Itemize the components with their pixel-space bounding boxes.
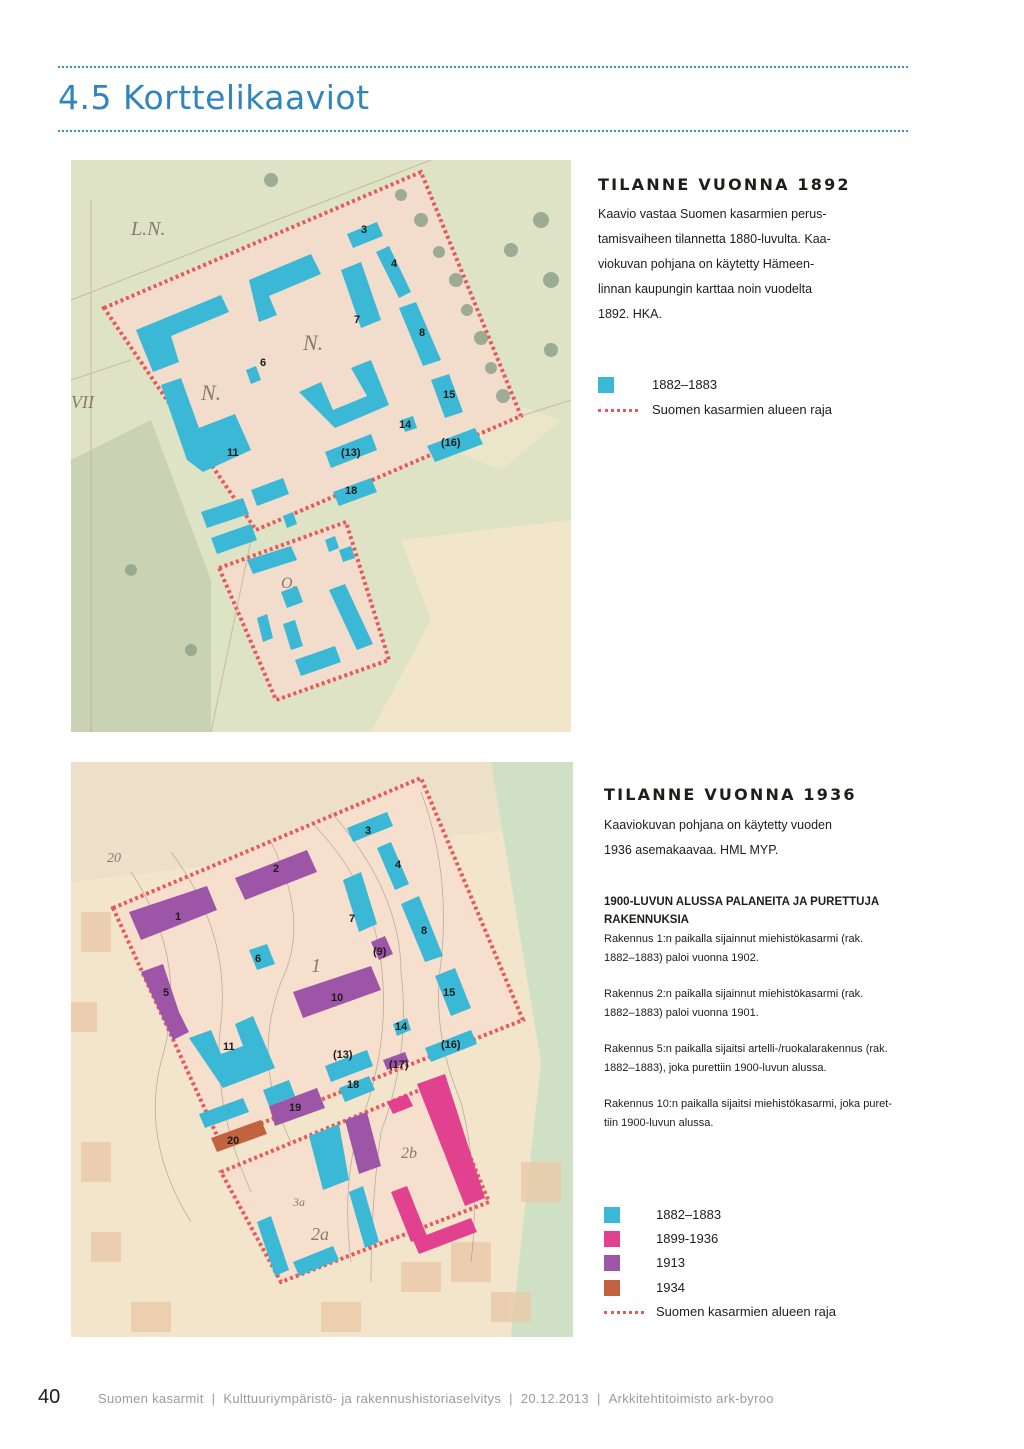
legend-label: Suomen kasarmien alueen raja bbox=[656, 1304, 836, 1319]
map-1936-drawing bbox=[71, 762, 573, 1337]
legend-label: 1899-1936 bbox=[656, 1231, 719, 1246]
subhead-line: 1900-LUVUN ALUSSA PALANEITA JA PURETTUJA bbox=[604, 896, 880, 908]
building-label: (17) bbox=[389, 1059, 409, 1071]
map-text: 20 bbox=[107, 851, 121, 866]
legend-swatch-pink bbox=[604, 1231, 620, 1247]
map-text: 2a bbox=[311, 1224, 329, 1244]
building-label: 1 bbox=[175, 911, 182, 923]
building-label: 7 bbox=[349, 913, 356, 925]
map-text: N. bbox=[303, 330, 324, 355]
building-label: (16) bbox=[441, 1039, 461, 1051]
note-line: Rakennus 1:n paikalla sijainnut miehistökasarmi (rak. bbox=[604, 933, 864, 945]
building-label: 11 bbox=[223, 1041, 235, 1053]
building-label: 11 bbox=[227, 447, 239, 459]
building-label: 4 bbox=[391, 258, 398, 270]
building-label: (9) bbox=[373, 946, 387, 958]
legend-label: 1934 bbox=[656, 1280, 685, 1295]
legend-swatch-blue bbox=[598, 377, 614, 393]
legend-1936 bbox=[604, 1207, 904, 1327]
building-label: 3 bbox=[361, 224, 368, 236]
map-text: 3a bbox=[293, 1195, 305, 1209]
building-label: (13) bbox=[333, 1049, 353, 1061]
footer-separator: | bbox=[211, 1391, 216, 1406]
map-1936 bbox=[71, 762, 573, 1337]
note-line: 1882–1883), joka purettiin 1900-luvun alussa. bbox=[604, 1062, 827, 1074]
note-line: 1882–1883) paloi vuonna 1902. bbox=[604, 952, 759, 964]
building-label: 18 bbox=[347, 1079, 360, 1091]
building-label: 14 bbox=[399, 419, 412, 431]
map-text: VII bbox=[71, 392, 94, 412]
section-title-1936: TILANNE VUONNA 1936 bbox=[604, 785, 857, 804]
note-line: Rakennus 10:n paikalla sijaitsi miehistökasarmi, joka puret- bbox=[604, 1098, 892, 1110]
section-title-1892: TILANNE VUONNA 1892 bbox=[598, 175, 851, 194]
footer-separator: | bbox=[509, 1391, 513, 1406]
legend-boundary-line bbox=[598, 409, 638, 412]
building-label: 3 bbox=[365, 825, 372, 837]
building-label: 4 bbox=[395, 859, 402, 871]
building-label: 14 bbox=[395, 1021, 408, 1033]
legend-swatch-purple bbox=[604, 1255, 620, 1271]
note-line: Rakennus 5:n paikalla sijaitsi artelli-/ruokalarakennus (rak. bbox=[604, 1043, 888, 1055]
building-label: 8 bbox=[421, 925, 428, 937]
legend-label: 1913 bbox=[656, 1255, 685, 1270]
map-text: 2b bbox=[401, 1145, 417, 1162]
map-text: O. bbox=[281, 575, 297, 592]
header-rule-top bbox=[58, 66, 908, 68]
note-line: Rakennus 2:n paikalla sijainnut miehistökasarmi (rak. bbox=[604, 988, 864, 1000]
footer-item: Arkkitehtitoimisto ark-byroo bbox=[608, 1391, 774, 1406]
text-line: Kaavio vastaa Suomen kasarmien perus- bbox=[598, 207, 827, 221]
text-line: viokuvan pohjana on käytetty Hämeen- bbox=[598, 257, 815, 271]
header-rule-bottom bbox=[58, 130, 908, 132]
page-number: 40 bbox=[38, 1386, 61, 1408]
legend-swatch-blue bbox=[604, 1207, 620, 1223]
building-label: 5 bbox=[163, 987, 170, 999]
legend-label: 1882–1883 bbox=[652, 377, 718, 392]
building-label: 15 bbox=[443, 389, 456, 401]
building-label: 18 bbox=[345, 485, 358, 497]
footer-item: 20.12.2013 bbox=[520, 1391, 589, 1406]
map-text: 1 bbox=[311, 955, 321, 977]
legend-label: 1882–1883 bbox=[656, 1207, 722, 1222]
text-line: Kaaviokuvan pohjana on käytetty vuoden bbox=[604, 818, 832, 832]
building-label: 20 bbox=[227, 1135, 240, 1147]
map-1892-drawing bbox=[71, 160, 571, 732]
text-line: 1936 asemakaavaa. HML MYP. bbox=[604, 843, 779, 857]
legend-label: Suomen kasarmien alueen raja bbox=[652, 402, 832, 417]
building-label: 10 bbox=[331, 992, 344, 1004]
subhead-line: RAKENNUKSIA bbox=[604, 914, 689, 926]
building-label: 15 bbox=[443, 987, 456, 999]
page-title: 4.5 Korttelikaaviot bbox=[58, 78, 370, 117]
footer-item: Kulttuuriympäristö- ja rakennushistoriaselvitys bbox=[223, 1391, 502, 1406]
building-label: 6 bbox=[255, 953, 262, 965]
building-label: 7 bbox=[354, 314, 361, 326]
note-line: 1882–1883) paloi vuonna 1901. bbox=[604, 1007, 759, 1019]
building-label: (13) bbox=[341, 447, 361, 459]
building-label: (16) bbox=[441, 437, 461, 449]
legend-boundary-line bbox=[604, 1311, 644, 1314]
map-text: L.N. bbox=[131, 218, 166, 240]
text-line: linnan kaupungin karttaa noin vuodelta bbox=[598, 282, 813, 296]
footer bbox=[98, 1391, 774, 1406]
footer-separator: | bbox=[596, 1391, 601, 1406]
map-text: N. bbox=[201, 380, 222, 405]
legend-swatch-brown bbox=[604, 1280, 620, 1296]
map-1892 bbox=[71, 160, 571, 732]
text-line: 1892. HKA. bbox=[598, 307, 662, 321]
footer-item: Suomen kasarmit bbox=[98, 1391, 204, 1406]
building-label: 19 bbox=[289, 1102, 302, 1114]
text-line: tamisvaiheen tilannetta 1880-luvulta. Kaa- bbox=[598, 232, 831, 246]
building-label: 8 bbox=[419, 327, 426, 339]
building-label: 2 bbox=[273, 863, 280, 875]
note-line: tiin 1900-luvun alussa. bbox=[604, 1117, 714, 1129]
legend-1892 bbox=[598, 377, 898, 427]
building-label: 6 bbox=[260, 357, 267, 369]
